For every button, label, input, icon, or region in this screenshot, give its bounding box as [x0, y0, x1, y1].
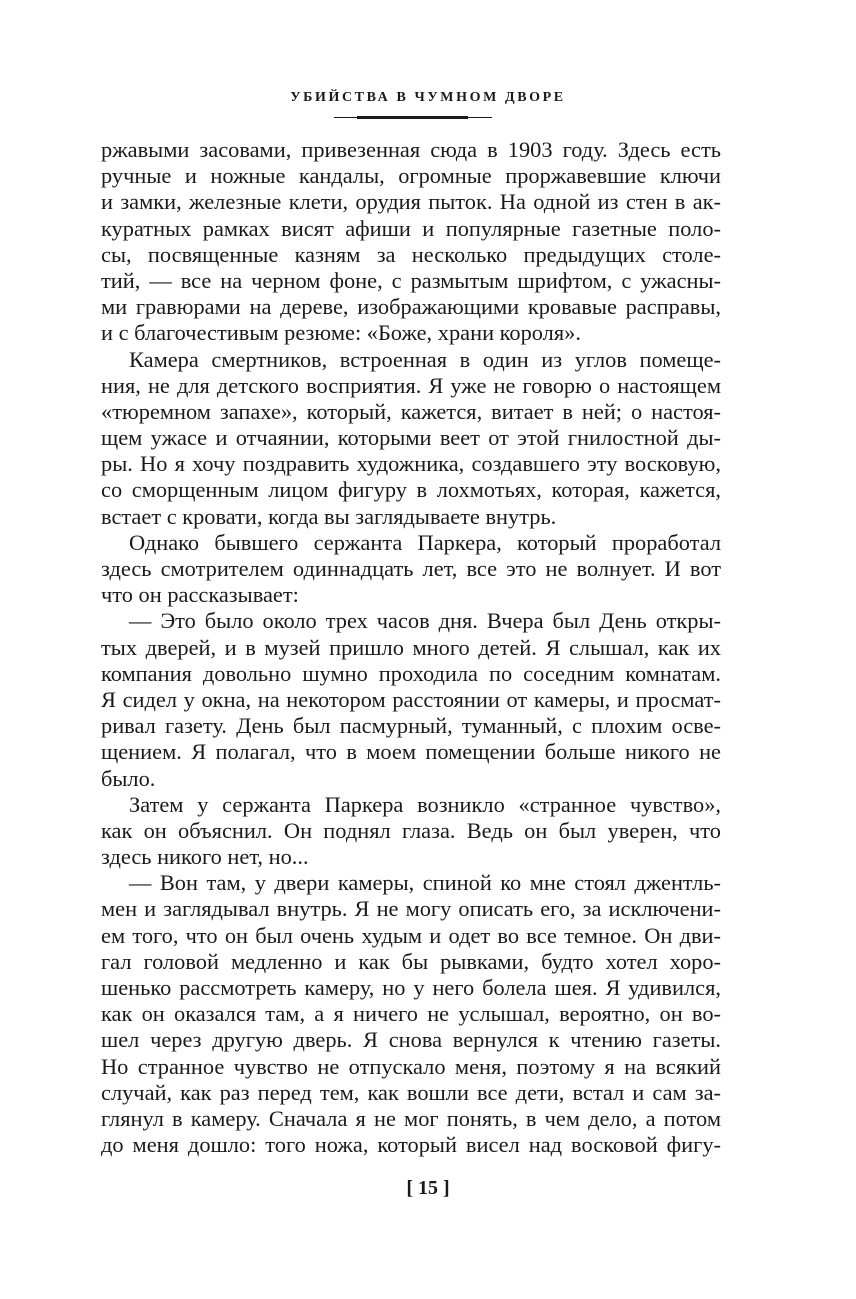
- paragraph-line: шел через другую дверь. Я снова вернулся к чтению газеты.: [101, 1027, 721, 1053]
- paragraph-line: Однако бывшего сержанта Паркера, который проработал: [129, 529, 721, 555]
- paragraph-line: шенько рассмотреть камеру, но у него болела шея. Я удивился,: [101, 975, 721, 1000]
- paragraph-line: «тюремном запахе», который, кажется, витает в ней; о настоя-: [101, 398, 721, 424]
- paragraph-line: Камера смертников, встроенная в один из углов помеще-: [129, 346, 721, 372]
- paragraph-line: со сморщенным лицом фигуру в лохмотьях, которая, кажется,: [101, 477, 721, 503]
- paragraph-line: — Вон там, у двери камеры, спиной ко мне стоял джентль-: [129, 870, 721, 896]
- paragraph-line: щем ужасе и отчаянии, которыми веет от этой гнилостной ды-: [101, 425, 721, 451]
- paragraph-line: глянул в камеру. Сначала я не мог понять, в чем дело, а потом: [101, 1105, 721, 1131]
- paragraph-line: компания довольно шумно проходила по соседним комнатам.: [101, 660, 721, 686]
- paragraph-line: здесь смотрителем одиннадцать лет, все это не волнует. И вот: [101, 556, 721, 581]
- paragraph-line: ручные и ножные кандалы, огромные проржавевшие ключи: [101, 163, 721, 189]
- paragraph-line: тий, — все на черном фоне, с размытым шрифтом, с ужасны-: [101, 267, 721, 293]
- paragraph-line: сы, посвященные казням за несколько предыдущих столе-: [101, 241, 721, 267]
- paragraph-line: встает с кровати, когда вы заглядываете внутрь.: [101, 503, 557, 529]
- running-head: УБИЙСТВА В ЧУМНОМ ДВОРЕ: [290, 90, 566, 105]
- paragraph-line: Я сидел у окна, на некотором расстоянии от камеры, и просмат-: [101, 686, 721, 712]
- paragraph-line: случай, как раз перед тем, как вошли все дети, встал и сам за-: [101, 1079, 721, 1105]
- paragraph-line: здесь никого нет, но...: [101, 844, 309, 870]
- paragraph-line: и с благочестивым резюме: «Боже, храни короля».: [101, 320, 581, 346]
- paragraph-line: как он оказался там, а я ничего не услышал, вероятно, он во-: [101, 1001, 721, 1027]
- paragraph-line: Затем у сержанта Паркера возникло «странное чувство»,: [129, 791, 721, 817]
- paragraph-line: ржавыми засовами, привезенная сюда в 1903 году. Здесь есть: [101, 137, 721, 162]
- paragraph-line: щением. Я полагал, что в моем помещении больше никого не: [101, 739, 721, 765]
- paragraph-line: ми гравюрами на дереве, изображающими кровавые расправы,: [101, 294, 721, 320]
- paragraph-line: мен и заглядывал внутрь. Я не могу описать его, за исключени-: [101, 896, 721, 922]
- paragraph-line: ривал газету. День был пасмурный, туманный, с плохим осве-: [101, 713, 721, 739]
- paragraph-line: как он объяснил. Он поднял глаза. Ведь он был уверен, что: [101, 817, 721, 843]
- paragraph-line: — Это было около трех часов дня. Вчера был День откры-: [129, 608, 721, 634]
- paragraph-line: Но странное чувство не отпускало меня, поэтому я на всякий: [101, 1053, 721, 1079]
- paragraph-line: и замки, железные клети, орудия пыток. На одной из стен в ак-: [101, 189, 721, 215]
- paragraph-line: было.: [101, 765, 156, 791]
- paragraph-line: ем того, что он был очень худым и одет во все темное. Он дви-: [101, 922, 721, 948]
- body-text: [101, 137, 721, 1158]
- paragraph-line: ния, не для детского восприятия. Я уже не говорю о настоящем: [101, 372, 721, 398]
- paragraph-line: до меня дошло: того ножа, который висел над восковой фигу-: [101, 1132, 721, 1158]
- paragraph-line: куратных рамках висят афиши и популярные газетные поло-: [101, 215, 721, 241]
- paragraph-line: ры. Но я хочу поздравить художника, создавшего эту восковую,: [101, 451, 721, 477]
- page-number: [ 15 ]: [406, 1177, 450, 1199]
- paragraph-line: что он рассказывает:: [101, 582, 299, 608]
- paragraph-line: тых дверей, и в музей пришло много детей. Я слышал, как их: [101, 634, 721, 660]
- running-head-rule-thick: [357, 116, 468, 119]
- paragraph-line: гал головой медленно и как бы рывками, будто хотел хоро-: [101, 948, 721, 974]
